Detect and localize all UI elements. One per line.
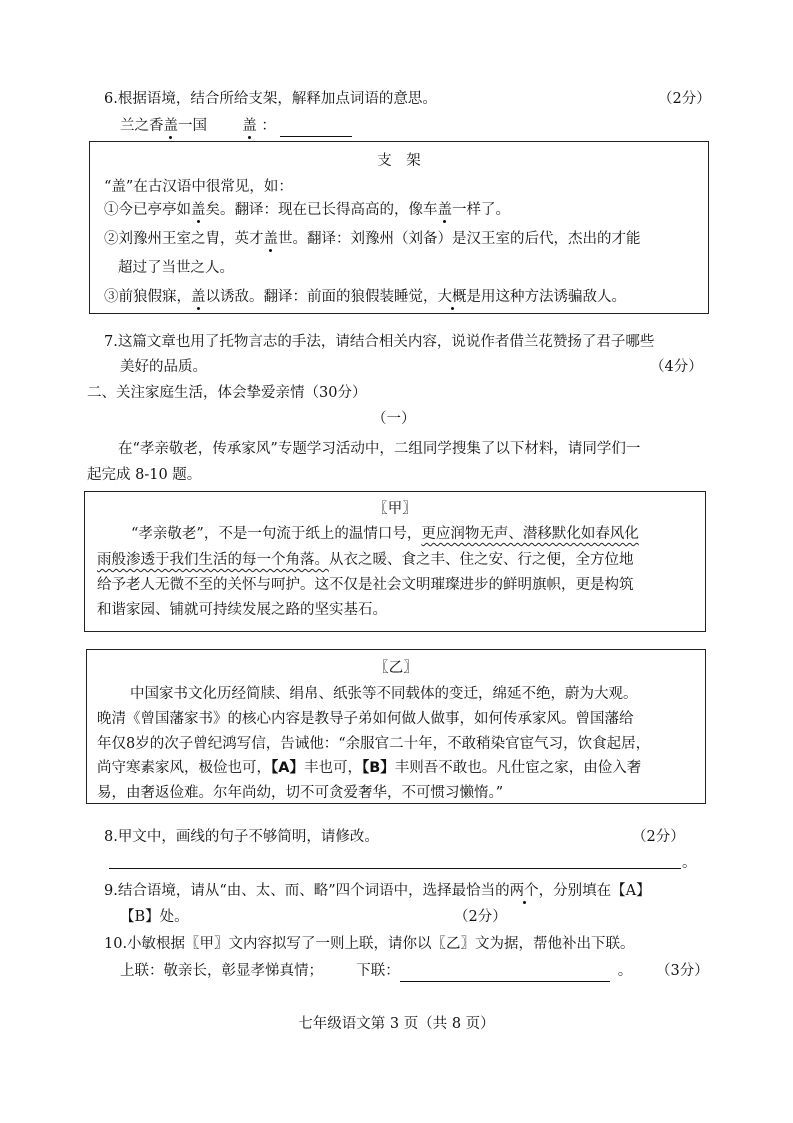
q7-score: （4分） (650, 359, 703, 375)
ex2-part-a: ②刘豫州王室之胄，英才 (104, 231, 264, 247)
ex2-dot-1: 盖 (263, 231, 278, 247)
q6-phrase (120, 115, 352, 137)
q8-stem: 8.甲文中，画线的句子不够简明，请修改。 (104, 829, 379, 845)
q10-upper-couplet: 上联：敬亲长，彰显孝悌真情； (120, 963, 323, 979)
support-example-2 (104, 228, 641, 250)
yi-line-2: 晚清《曾国藩家书》的核心内容是教导子弟如何做人做事，如何传承家风。曾国藩给 (97, 711, 634, 727)
ex3-part-a: ③前狼假寐， (104, 289, 191, 305)
q8-period: 。 (682, 855, 697, 871)
jia-line-3: 给予老人无微不至的关怀与呵护。这不仅是社会文明璀璨进步的鲜明旗帜，更是构筑 (97, 577, 634, 593)
ex2-part-b: 世。翻译：刘豫州（刘备）是汉王室的后代，杰出的才能 (278, 231, 641, 247)
ex3-part-b: 以诱敌。翻译：前面的狼假装睡觉， (205, 289, 438, 305)
ex1-part-c: 一样了。 (452, 202, 510, 218)
q9-dot-word: 两个 (509, 883, 539, 899)
ex3-dot-2: 大概 (437, 289, 467, 305)
yi-line-4-a: 尚守寒素家风，极俭也可， (97, 760, 271, 776)
q6-phrase-before: 兰之香 (120, 118, 164, 134)
ex1-part-b: 矣。翻译：现在已长得高高的，像车 (205, 202, 438, 218)
q10-lower-label: 下联： (356, 963, 400, 979)
q7-line-2: 美好的品质。 (120, 359, 207, 375)
q10-score: （3分） (656, 963, 709, 979)
ex3-dot-1: 盖 (191, 289, 206, 305)
jia-line-1 (131, 523, 639, 545)
q9-score: （2分） (454, 909, 507, 925)
page-footer: 七年级语文第 3 页（共 8 页） (298, 1016, 495, 1032)
jia-line-2-b: 从衣之暖、食之丰、住之安、行之便，全方位地 (329, 552, 634, 568)
jia-underlined-sentence-b: 雨般渗透于我们生活的每一个角落。 (97, 552, 329, 568)
yi-blank-b: 【B】 (361, 760, 395, 776)
q8-score: （2分） (632, 829, 685, 845)
jia-title: 〖甲〗 (373, 501, 417, 517)
jia-line-2 (97, 549, 634, 571)
q8-answer-line[interactable] (109, 852, 681, 869)
q10-answer-blank[interactable] (400, 963, 610, 982)
ex1-dot-1: 盖 (191, 202, 206, 218)
q9-line-2: 【B】处。 (120, 909, 189, 925)
yi-line-5: 易，由奢返俭难。尔年尚幼，切不可贪爱奢华，不可惯习懒惰。” (97, 785, 504, 801)
q6-blank-colon: ： (261, 118, 276, 134)
yi-line-3: 年仅8岁的次子曾纪鸿写信，告诫他：“余服官二十年，不敢稍染官宦气习，饮食起居， (97, 736, 651, 752)
yi-blank-a: 【A】 (271, 760, 304, 776)
section-2-heading: 二、关注家庭生活，体会挚爱亲情（30分） (87, 385, 367, 401)
ex1-part-a: ①今已亭亭如 (104, 202, 191, 218)
q9-line-1 (104, 880, 651, 902)
support-example-2-cont: 超过了当世之人。 (118, 260, 234, 276)
q10-period: 。 (617, 963, 633, 979)
section-2-intro-1: 在“孝亲敬老，传承家风”专题学习活动中，二组同学搜集了以下材料，请同学们一 (118, 441, 641, 457)
yi-line-4-c: 丰则吾不敢也。凡仕宦之家，由俭入奢 (394, 760, 642, 776)
support-example-3 (104, 286, 626, 308)
jia-line-1-a: “孝亲敬老”，不是一句流于纸上的温情口号， (131, 526, 422, 542)
q9-line-1-a: 9.结合语境，请从“由、太、而、略”四个词语中，选择最恰当的 (104, 883, 510, 899)
jia-line-4: 和谐家园、铺就可持续发展之路的坚实基石。 (97, 602, 387, 618)
support-example-1 (104, 199, 510, 221)
q10-couplet (120, 960, 632, 982)
q6-score: （2分） (658, 91, 711, 107)
q6-answer-blank[interactable] (280, 118, 352, 137)
ex1-dot-2: 盖 (437, 202, 452, 218)
q6-phrase-after: 一国 (178, 118, 207, 134)
yi-line-4-b: 丰也可， (303, 760, 362, 776)
q7-line-1: 7.这篇文章也用了托物言志的手法，请结合相关内容，说说作者借兰花赞扬了君子哪些 (104, 334, 655, 350)
support-title: 支 架 (377, 153, 421, 169)
yi-title: 〖乙〗 (374, 660, 418, 676)
q10-stem: 10.小敏根据〖甲〗文内容拟写了一则上联，请你以〖乙〗文为据，帮他补出下联。 (104, 936, 635, 952)
section-2-intro-2: 起完成 8-10 题。 (87, 467, 202, 483)
q6-phrase-dot: 盖 (163, 118, 178, 134)
yi-line-4 (97, 757, 641, 779)
jia-underlined-sentence-a: 更应润物无声、潜移默化如春风化 (421, 526, 639, 542)
q6-blank-label: 盖 (242, 118, 257, 134)
support-intro: “盖”在古汉语中很常见，如： (104, 179, 293, 195)
q9-line-1-b: ，分别填在【A】 (538, 883, 651, 899)
section-2-sub: （一） (372, 411, 416, 427)
ex3-part-c: 是用这种方法诱骗敌人。 (466, 289, 626, 305)
yi-line-1: 中国家书文化历经简牍、绢帛、纸张等不同载体的变迁，绵延不绝，蔚为大观。 (130, 686, 638, 702)
q6-stem: 6.根据语境，结合所给支架，解释加点词语的意思。 (104, 91, 437, 107)
